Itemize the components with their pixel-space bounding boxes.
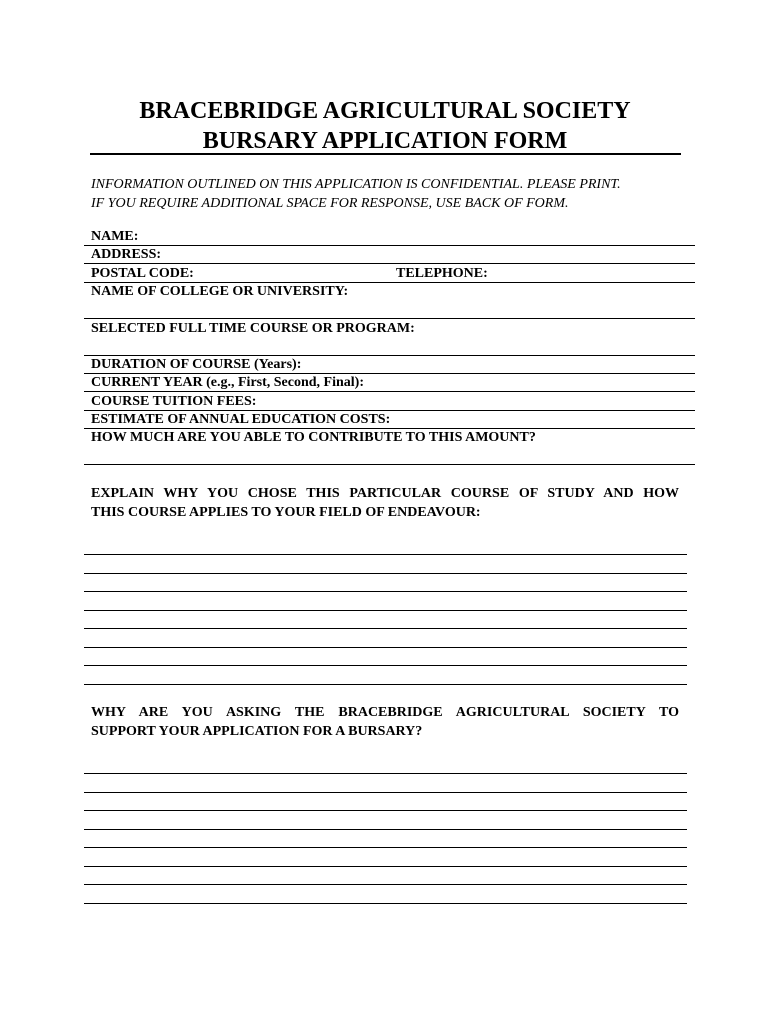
question-course-choice-line1: EXPLAIN WHY YOU CHOSE THIS PARTICULAR COURSE OF STUDY AND HOW (91, 486, 679, 501)
name-label: NAME: (91, 229, 139, 244)
answer-line[interactable] (84, 773, 687, 774)
college-line[interactable] (84, 318, 695, 319)
address-line[interactable] (84, 263, 695, 264)
answer-line[interactable] (84, 792, 687, 793)
duration-label: DURATION OF COURSE (Years): (91, 357, 302, 372)
current-year-label: CURRENT YEAR (e.g., First, Second, Final): (91, 375, 364, 390)
contribute-label: HOW MUCH ARE YOU ABLE TO CONTRIBUTE TO THIS AMOUNT? (91, 430, 536, 445)
name-line[interactable] (84, 245, 695, 246)
postal-code-label: POSTAL CODE: (91, 266, 194, 281)
answer-line[interactable] (84, 884, 687, 885)
answer-line[interactable] (84, 810, 687, 811)
answer-line[interactable] (84, 554, 687, 555)
answer-line[interactable] (84, 665, 687, 666)
question-why-society-line2: SUPPORT YOUR APPLICATION FOR A BURSARY? (91, 724, 423, 739)
form-title (90, 96, 680, 156)
answer-line[interactable] (84, 829, 687, 830)
telephone-label: TELEPHONE: (396, 266, 488, 281)
title-line-form: BURSARY APPLICATION FORM (202, 128, 568, 154)
title-underline (90, 153, 681, 155)
intro-note (91, 175, 621, 213)
title-line-society: BRACEBRIDGE AGRICULTURAL SOCIETY (139, 98, 631, 124)
current-year-line[interactable] (84, 391, 695, 392)
contribute-line[interactable] (84, 464, 695, 465)
answer-line[interactable] (84, 647, 687, 648)
intro-line-additional-space: IF YOU REQUIRE ADDITIONAL SPACE FOR RESPONSE, USE BACK OF FORM. (91, 196, 569, 211)
question-course-choice (91, 484, 679, 522)
question-why-society (91, 703, 679, 741)
answer-line[interactable] (84, 573, 687, 574)
answer-line[interactable] (84, 591, 687, 592)
tuition-label: COURSE TUITION FEES: (91, 394, 257, 409)
address-label: ADDRESS: (91, 247, 162, 262)
estimate-label: ESTIMATE OF ANNUAL EDUCATION COSTS: (91, 412, 391, 427)
answer-line[interactable] (84, 628, 687, 629)
intro-line-confidential: INFORMATION OUTLINED ON THIS APPLICATION IS CONFIDENTIAL. PLEASE PRINT. (91, 177, 621, 192)
answer-line[interactable] (84, 903, 687, 904)
answer-line[interactable] (84, 847, 687, 848)
question-why-society-line1: WHY ARE YOU ASKING THE BRACEBRIDGE AGRICULTURAL SOCIETY TO (91, 705, 679, 720)
answer-line[interactable] (84, 610, 687, 611)
college-label: NAME OF COLLEGE OR UNIVERSITY: (91, 284, 349, 299)
answer-line[interactable] (84, 866, 687, 867)
answer-line[interactable] (84, 684, 687, 685)
course-program-label: SELECTED FULL TIME COURSE OR PROGRAM: (91, 321, 415, 336)
question-course-choice-line2: THIS COURSE APPLIES TO YOUR FIELD OF ENDEAVOUR: (91, 505, 481, 520)
